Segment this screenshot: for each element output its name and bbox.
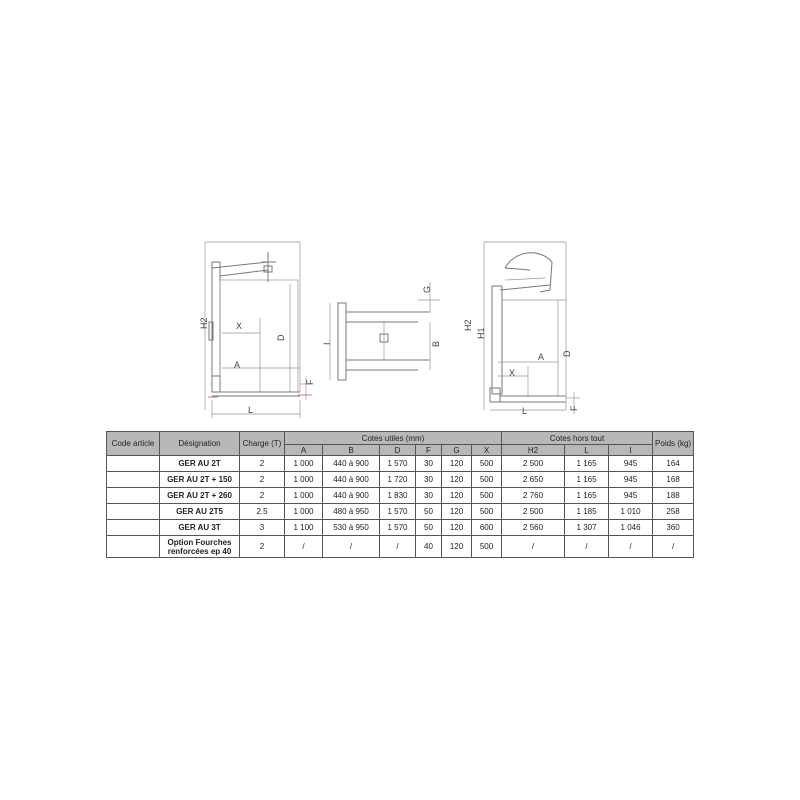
cell-g: 120 bbox=[442, 472, 472, 488]
cell-a: 1 000 bbox=[285, 472, 323, 488]
side-label-l: L bbox=[522, 406, 528, 416]
front-label-l: L bbox=[248, 405, 254, 415]
cell-i: 945 bbox=[609, 456, 653, 472]
cell-d: 1 570 bbox=[380, 520, 416, 536]
cell-f: 50 bbox=[416, 504, 442, 520]
table-row bbox=[107, 536, 694, 558]
cell-designation: GER AU 2T bbox=[160, 456, 240, 472]
header-cotes-hors-tout: Cotes hors tout bbox=[502, 432, 653, 445]
cell-f: 30 bbox=[416, 456, 442, 472]
cell-i: 1 010 bbox=[609, 504, 653, 520]
table-row bbox=[107, 504, 694, 520]
subheader-b: B bbox=[323, 445, 380, 456]
cell-code bbox=[107, 456, 160, 472]
cell-designation: GER AU 3T bbox=[160, 520, 240, 536]
subheader-l: L bbox=[565, 445, 609, 456]
table-row bbox=[107, 488, 694, 504]
cell-charge: 2 bbox=[240, 536, 285, 558]
side-view-drawing bbox=[463, 242, 580, 416]
cell-b: 440 à 900 bbox=[323, 456, 380, 472]
cell-code bbox=[107, 536, 160, 558]
cell-x: 500 bbox=[472, 472, 502, 488]
fork-label-b: B bbox=[431, 340, 441, 347]
cell-l: / bbox=[565, 536, 609, 558]
cell-g: 120 bbox=[442, 488, 472, 504]
cell-f: 40 bbox=[416, 536, 442, 558]
front-label-d: D bbox=[276, 334, 286, 341]
side-label-x: X bbox=[509, 368, 516, 378]
cell-charge: 2 bbox=[240, 472, 285, 488]
front-label-f: F bbox=[305, 379, 315, 385]
cell-b: 440 à 900 bbox=[323, 472, 380, 488]
cell-h2: / bbox=[502, 536, 565, 558]
cell-x: 500 bbox=[472, 456, 502, 472]
cell-poids: 188 bbox=[653, 488, 694, 504]
header-poids: Poids (kg) bbox=[653, 432, 694, 456]
cell-a: / bbox=[285, 536, 323, 558]
cell-h2: 2 560 bbox=[502, 520, 565, 536]
cell-x: 600 bbox=[472, 520, 502, 536]
side-label-h2: H2 bbox=[463, 319, 473, 331]
cell-d: 1 570 bbox=[380, 456, 416, 472]
cell-l: 1 307 bbox=[565, 520, 609, 536]
cell-i: 945 bbox=[609, 488, 653, 504]
cell-f: 30 bbox=[416, 472, 442, 488]
cell-i: 945 bbox=[609, 472, 653, 488]
cell-designation: GER AU 2T + 150 bbox=[160, 472, 240, 488]
cell-charge: 2 bbox=[240, 456, 285, 472]
cell-charge: 2.5 bbox=[240, 504, 285, 520]
cell-l: 1 165 bbox=[565, 472, 609, 488]
cell-poids: 168 bbox=[653, 472, 694, 488]
cell-a: 1 100 bbox=[285, 520, 323, 536]
cell-f: 30 bbox=[416, 488, 442, 504]
side-label-f: F bbox=[569, 405, 579, 411]
subheader-d: D bbox=[380, 445, 416, 456]
cell-l: 1 165 bbox=[565, 456, 609, 472]
cell-g: 120 bbox=[442, 536, 472, 558]
cell-designation: Option Fourches renforcées ep 40 bbox=[160, 536, 240, 558]
cell-x: 500 bbox=[472, 504, 502, 520]
cell-poids: 360 bbox=[653, 520, 694, 536]
header-code: Code article bbox=[107, 432, 160, 456]
subheader-i: I bbox=[609, 445, 653, 456]
front-label-h2: H2 bbox=[199, 317, 209, 329]
cell-d: 1 570 bbox=[380, 504, 416, 520]
cell-a: 1 000 bbox=[285, 456, 323, 472]
fork-label-i: I bbox=[322, 342, 332, 345]
cell-i: / bbox=[609, 536, 653, 558]
cell-i: 1 046 bbox=[609, 520, 653, 536]
cell-l: 1 165 bbox=[565, 488, 609, 504]
front-label-a: A bbox=[234, 360, 241, 370]
cell-b: 530 à 950 bbox=[323, 520, 380, 536]
cell-charge: 2 bbox=[240, 488, 285, 504]
cell-poids: 258 bbox=[653, 504, 694, 520]
spec-table bbox=[106, 431, 694, 558]
cell-x: 500 bbox=[472, 488, 502, 504]
subheader-a: A bbox=[285, 445, 323, 456]
table-row bbox=[107, 472, 694, 488]
cell-b: 480 à 950 bbox=[323, 504, 380, 520]
cell-g: 120 bbox=[442, 520, 472, 536]
subheader-f: F bbox=[416, 445, 442, 456]
table-row bbox=[107, 520, 694, 536]
front-label-x: X bbox=[236, 321, 243, 331]
cell-l: 1 185 bbox=[565, 504, 609, 520]
cell-h2: 2 500 bbox=[502, 504, 565, 520]
cell-d: 1 720 bbox=[380, 472, 416, 488]
side-label-h1: H1 bbox=[476, 327, 486, 339]
header-cotes-utiles: Cotes utiles (mm) bbox=[285, 432, 502, 445]
cell-b: 440 à 900 bbox=[323, 488, 380, 504]
fork-label-g: G bbox=[422, 285, 432, 293]
side-label-a: A bbox=[538, 352, 545, 362]
cell-h2: 2 650 bbox=[502, 472, 565, 488]
front-view-drawing bbox=[199, 242, 315, 418]
cell-f: 50 bbox=[416, 520, 442, 536]
header-charge: Charge (T) bbox=[240, 432, 285, 456]
cell-poids: 164 bbox=[653, 456, 694, 472]
subheader-g: G bbox=[442, 445, 472, 456]
cell-designation: GER AU 2T5 bbox=[160, 504, 240, 520]
cell-code bbox=[107, 488, 160, 504]
header-designation: Désignation bbox=[160, 432, 240, 456]
cell-code bbox=[107, 520, 160, 536]
cell-b: / bbox=[323, 536, 380, 558]
cell-code bbox=[107, 504, 160, 520]
cell-h2: 2 500 bbox=[502, 456, 565, 472]
cell-d: / bbox=[380, 536, 416, 558]
cell-code bbox=[107, 472, 160, 488]
cell-charge: 3 bbox=[240, 520, 285, 536]
cell-poids: / bbox=[653, 536, 694, 558]
cell-a: 1 000 bbox=[285, 488, 323, 504]
cell-d: 1 830 bbox=[380, 488, 416, 504]
cell-g: 120 bbox=[442, 504, 472, 520]
cell-designation: GER AU 2T + 260 bbox=[160, 488, 240, 504]
cell-x: 500 bbox=[472, 536, 502, 558]
fork-view-drawing bbox=[322, 282, 441, 380]
cell-g: 120 bbox=[442, 456, 472, 472]
cell-a: 1 000 bbox=[285, 504, 323, 520]
subheader-x: X bbox=[472, 445, 502, 456]
cell-h2: 2 760 bbox=[502, 488, 565, 504]
side-label-d: D bbox=[562, 350, 572, 357]
table-row bbox=[107, 456, 694, 472]
subheader-h2: H2 bbox=[502, 445, 565, 456]
